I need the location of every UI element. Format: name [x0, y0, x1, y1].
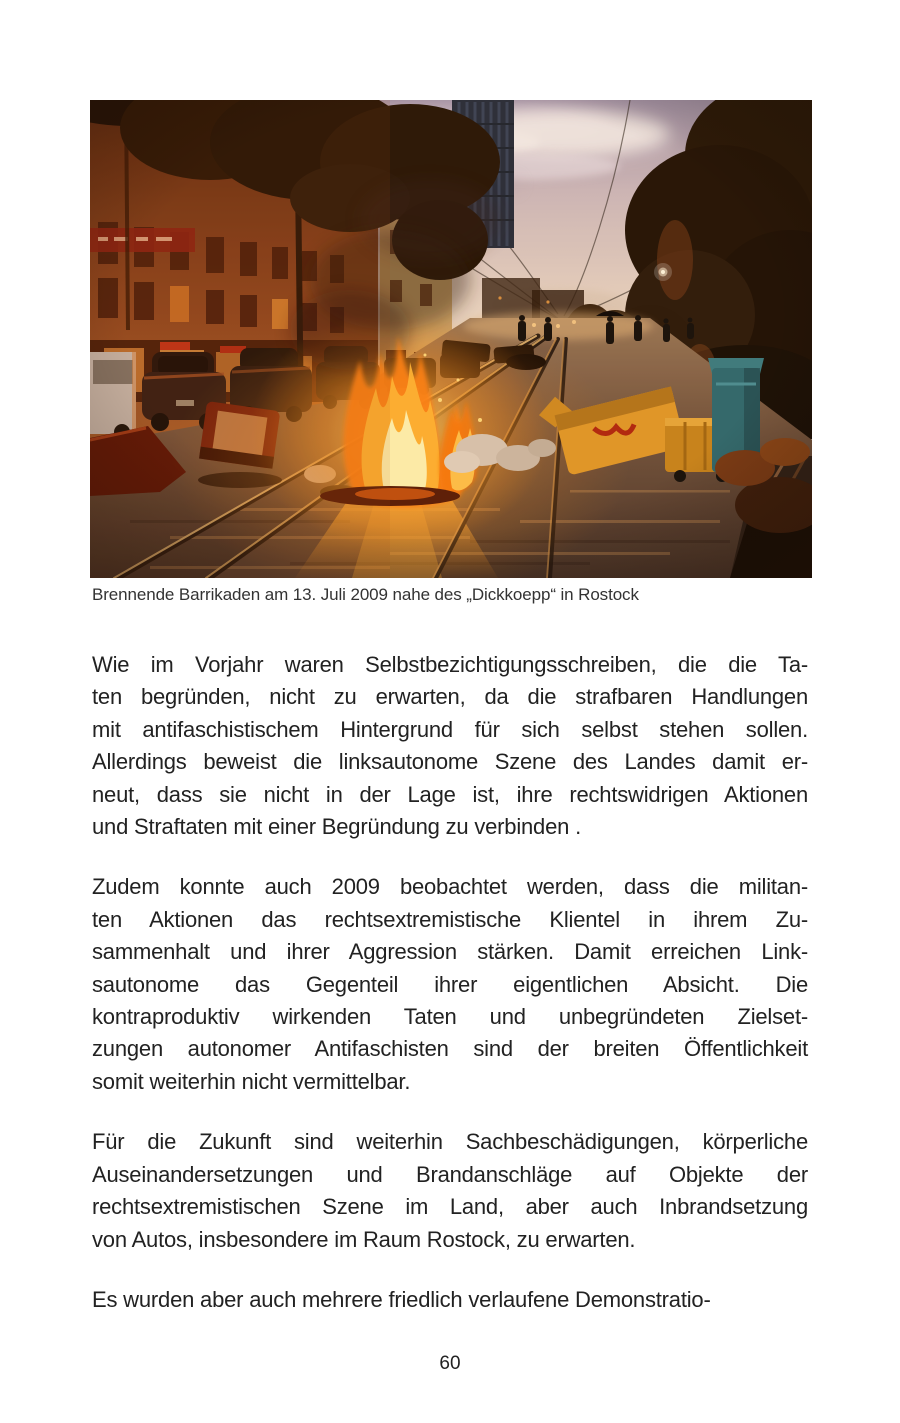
page-number: 60 — [439, 1353, 461, 1374]
body-paragraph-2 — [92, 871, 808, 1098]
body-paragraph-1 — [92, 649, 808, 843]
text-line: sammenhalt und ihrer Aggression stärken. Damit erreichen Link- — [92, 939, 808, 965]
text-line: und Straftaten mit einer Begründung zu verbinden . — [92, 814, 581, 840]
text-line: somit weiterhin nicht vermittelbar. — [92, 1068, 411, 1094]
text-line: neut, dass sie nicht in der Lage ist, ihre rechtswidrigen Aktionen — [92, 781, 808, 807]
text-line: von Autos, insbesondere im Raum Rostock, zu erwarten. — [92, 1226, 636, 1252]
text-line: Auseinandersetzungen und Brandanschläge auf Objekte der — [92, 1161, 808, 1187]
body-paragraph-4 — [92, 1284, 808, 1316]
text-line: rechtsextremistischen Szene im Land, aber auch Inbrandsetzung — [92, 1194, 808, 1220]
photo-caption: Brennende Barrikaden am 13. Juli 2009 nahe des „Dickkoepp“ in Rostock — [92, 585, 639, 604]
text-line: zungen autonomer Antifaschisten sind der breiten Öffentlichkeit — [92, 1036, 808, 1062]
body-text — [92, 649, 808, 1316]
vignette — [90, 100, 812, 578]
text-line: sautonome das Gegenteil ihrer eigentlichen Absicht. Die — [92, 971, 808, 997]
text-line: Es wurden aber auch mehrere friedlich verlaufene Demonstratio- — [92, 1286, 711, 1312]
text-line: kontraproduktiv wirkenden Taten und unbegründeten Zielset- — [92, 1004, 808, 1030]
text-line: ten Aktionen das rechtsextremistische Klientel in ihrem Zu- — [92, 906, 808, 932]
photo-illustration — [90, 100, 812, 578]
text-line: Für die Zukunft sind weiterhin Sachbeschädigungen, körperliche — [92, 1129, 808, 1155]
barricade-photo — [92, 100, 808, 605]
text-line: mit antifaschistischem Hintergrund für sich selbst stehen sollen. — [92, 716, 808, 742]
text-line: Wie im Vorjahr waren Selbstbezichtigungsschreiben, die die Ta- — [92, 652, 808, 677]
body-paragraph-3 — [92, 1126, 808, 1256]
text-line: Zudem konnte auch 2009 beobachtet werden, dass die militan- — [92, 874, 808, 900]
text-line: Allerdings beweist die linksautonome Szene des Landes damit er- — [92, 749, 808, 775]
page-content — [92, 100, 808, 1344]
text-line: ten begründen, nicht zu erwarten, da die strafbaren Handlungen — [92, 684, 808, 710]
